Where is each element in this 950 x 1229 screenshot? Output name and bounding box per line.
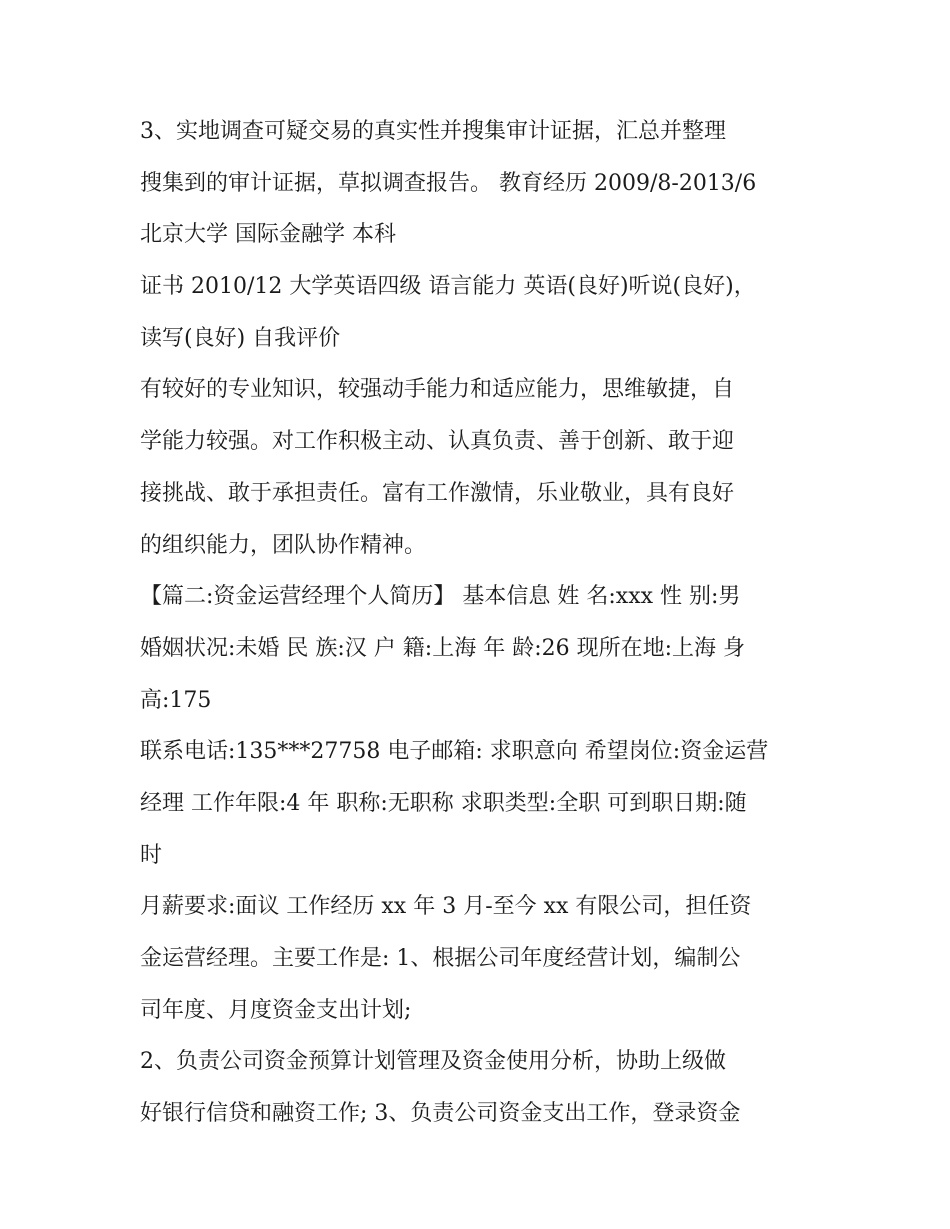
text-line: 2、负责公司资金预算计划管理及资金使用分析，协助上级做 (140, 1049, 726, 1075)
text-line: 的组织能力，团队协作精神。 (140, 532, 427, 558)
text-line: 好银行信贷和融资工作; 3、负责公司资金支出工作，登录资金 (140, 1101, 741, 1127)
text-line: 高:175 (140, 687, 212, 713)
document-body (140, 106, 820, 1140)
text-line: 经理 工作年限:4 年 职称:无职称 求职类型:全职 可到职日期:随 (140, 790, 747, 816)
text-line: 联系电话:135***27758 电子邮箱: 求职意向 希望岗位:资金运营 (140, 739, 769, 765)
text-line: 时 (140, 842, 163, 868)
text-line: 金运营经理。主要工作是: 1、根据公司年度经营计划，编制公 (140, 946, 741, 971)
text-line: 司年度、月度资金支出计划; (140, 997, 412, 1023)
text-line: 3、实地调查可疑交易的真实性并搜集审计证据，汇总并整理 (140, 119, 726, 144)
text-line: 有较好的专业知识，较强动手能力和适应能力，思维敏捷，自 (140, 377, 735, 403)
text-line: 搜集到的审计证据，草拟调查报告。 教育经历 2009/8-2013/6 (140, 170, 757, 196)
text-line: 【篇二:资金运营经理个人简历】 基本信息 姓 名:xxx 性 别:男 (140, 584, 741, 610)
text-line: 证书 2010/12 大学英语四级 语言能力 英语(良好)听说(良好)， (140, 274, 756, 300)
text-line: 北京大学 国际金融学 本科 (140, 222, 396, 248)
text-line: 接挑战、敢于承担责任。富有工作激情，乐业敬业，具有良好 (140, 480, 735, 506)
text-line: 月薪要求:面议 工作经历 xx 年 3 月-至今 xx 有限公司，担任资 (140, 894, 752, 920)
text-line: 读写(良好) 自我评价 (140, 325, 341, 351)
text-line: 婚姻状况:未婚 民 族:汉 户 籍:上海 年 龄:26 现所在地:上海 身 (140, 635, 746, 661)
text-line: 学能力较强。对工作积极主动、认真负责、善于创新、敢于迎 (140, 429, 735, 455)
